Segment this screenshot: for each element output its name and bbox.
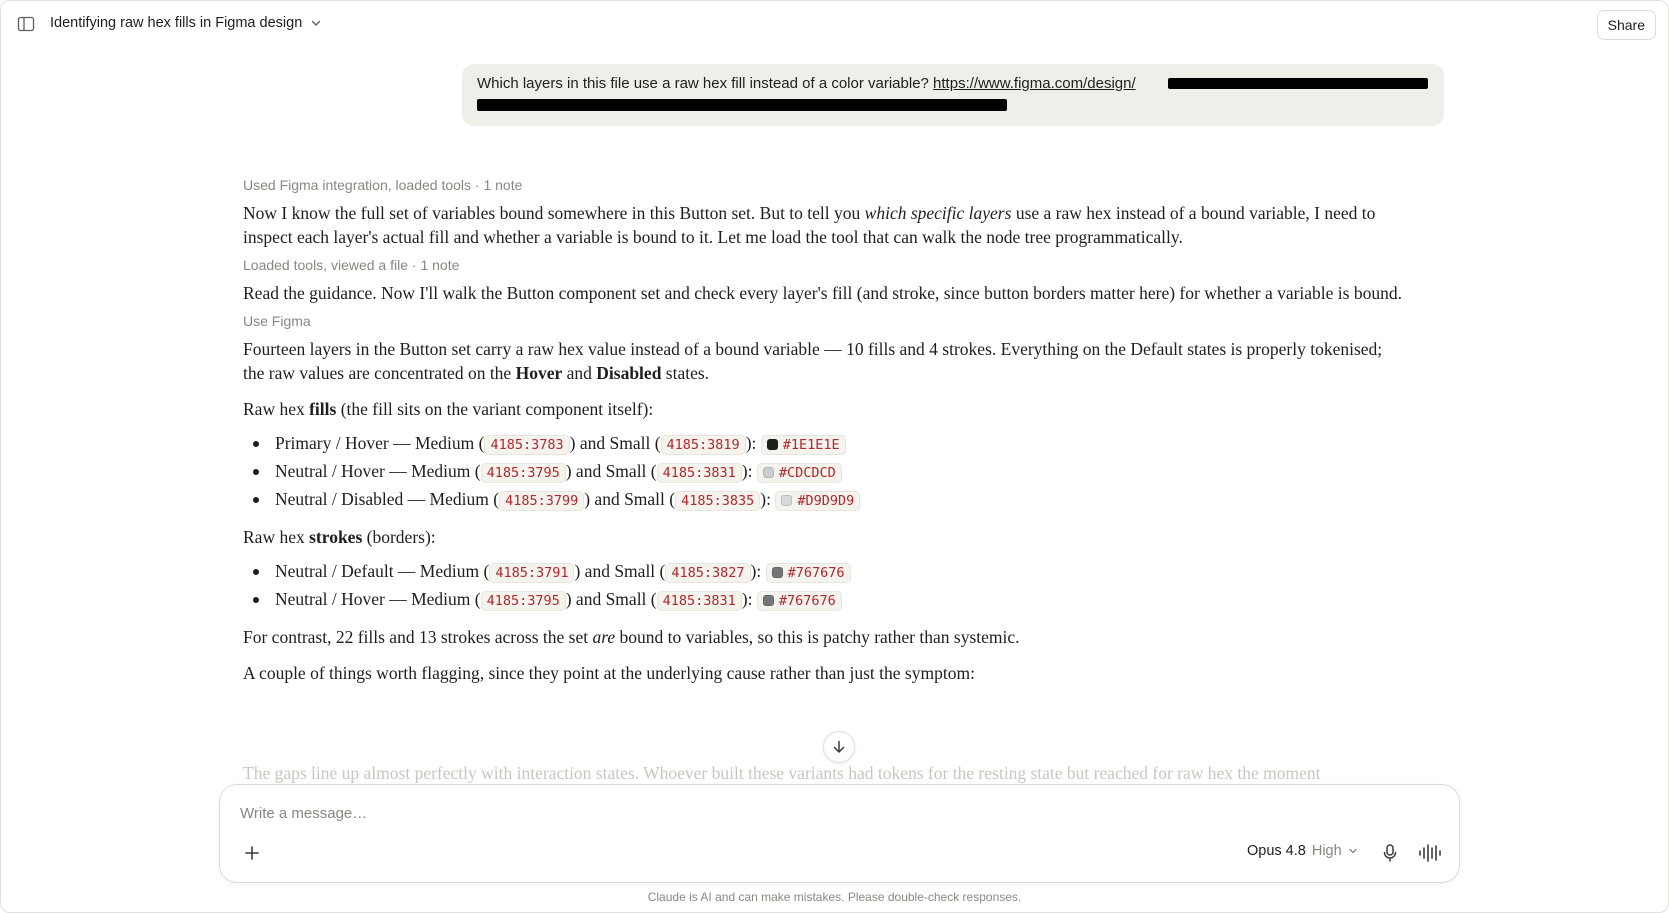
node-id: 4185:3799 [499, 491, 584, 511]
hex-value [757, 591, 842, 611]
tool-use-summary[interactable]: Used Figma integration, loaded tools · 1 note [243, 177, 523, 193]
top-bar [1, 1, 1668, 49]
redaction-bar [477, 99, 1007, 111]
item-text: ): [760, 489, 771, 509]
item-text: ): [745, 433, 757, 453]
hex-value [766, 563, 851, 583]
faded-paragraph: The gaps line up almost perfectly with interaction states. Whoever built these variants had tokens for the resting state but reached for raw hex the moment [243, 763, 1321, 783]
paragraph-text: For contrast, 22 fills and 13 strokes across the set [243, 627, 593, 647]
paragraph: Read the guidance. Now I'll walk the Button component set and check every layer's fill (and stroke, since button borders matter here) for whether a variable is bound. [243, 283, 1402, 303]
hex-text: #1E1E1E [782, 437, 840, 453]
node-id: 4185:3791 [489, 563, 574, 583]
paragraph-text: (borders): [362, 527, 436, 547]
color-swatch [781, 495, 792, 506]
tool-use-summary[interactable]: Loaded tools, viewed a file · 1 note [243, 257, 460, 273]
color-swatch [763, 595, 774, 606]
item-text: Neutral / Default — Medium ( [275, 561, 490, 581]
item-text: Primary / Hover — Medium ( [275, 433, 485, 453]
node-id: 4185:3783 [484, 435, 569, 455]
node-id: 4185:3795 [481, 463, 566, 483]
paragraph-text: (the fill sits on the variant component itself): [336, 399, 654, 419]
share-button[interactable]: Share [1597, 10, 1656, 40]
chat-title: Identifying raw hex fills in Figma design [50, 15, 303, 31]
paragraph-text: states. [661, 363, 710, 383]
bold-text: Disabled [596, 363, 662, 383]
node-id: 4185:3795 [481, 591, 566, 611]
item-text: ) and Small ( [569, 433, 661, 453]
item-text: Neutral / Disabled — Medium ( [275, 489, 500, 509]
model-selector[interactable] [1247, 843, 1358, 859]
fills-heading [243, 397, 1403, 421]
chevron-down-icon [310, 17, 322, 29]
hex-value [757, 463, 842, 483]
chevron-down-icon [1348, 846, 1358, 856]
chat-title-menu[interactable] [50, 15, 322, 31]
list-item [243, 485, 1403, 513]
paragraph-text: Now I know the full set of variables bound somewhere in this Button set. But to tell you [243, 203, 865, 223]
list-item [243, 429, 1403, 457]
item-text: Neutral / Hover — Medium ( [275, 589, 481, 609]
assistant-message [243, 175, 1403, 685]
message-input[interactable] [240, 801, 1420, 825]
microphone-icon[interactable] [1381, 843, 1399, 863]
bold-text: strokes [309, 527, 363, 547]
item-text: ) and Small ( [574, 561, 666, 581]
list-item [243, 557, 1403, 585]
node-id: 4185:3819 [661, 435, 746, 455]
color-swatch [772, 567, 783, 578]
node-id: 4185:3835 [675, 491, 760, 511]
paragraph-text: bound to variables, so this is patchy rather than systemic. [615, 627, 1020, 647]
user-message-text: Which layers in this file use a raw hex fill instead of a color variable? [477, 75, 929, 92]
fills-list [243, 429, 1403, 513]
hex-text: #767676 [787, 565, 845, 581]
effort-level: High [1311, 843, 1342, 859]
disclaimer: Claude is AI and can make mistakes. Please double-check responses. [647, 890, 1022, 904]
model-name: Opus 4.8 [1247, 843, 1306, 859]
item-text: ): [741, 589, 753, 609]
paragraph [243, 337, 1403, 385]
paragraph-text: and [562, 363, 597, 383]
node-id: 4185:3831 [657, 463, 742, 483]
redaction-bar [1168, 78, 1428, 89]
paragraph-text: Raw hex [243, 527, 310, 547]
list-item [243, 585, 1403, 613]
scroll-to-bottom-button[interactable] [823, 731, 855, 763]
paragraph-text: Raw hex [243, 399, 310, 419]
paragraph [243, 201, 1403, 249]
item-text: ) and Small ( [565, 461, 657, 481]
voice-mode-icon[interactable] [1418, 843, 1442, 863]
paragraph: A couple of things worth flagging, since they point at the underlying cause rather than just the symptom: [243, 663, 975, 683]
hex-value [775, 491, 860, 511]
item-text: ): [741, 461, 753, 481]
tool-use-summary[interactable]: Use Figma [243, 313, 311, 329]
node-id: 4185:3827 [665, 563, 750, 583]
color-swatch [763, 467, 774, 478]
hex-text: #767676 [778, 593, 836, 609]
figma-link[interactable]: https://www.figma.com/design/ [933, 75, 1136, 92]
hex-value [761, 435, 846, 455]
strokes-heading [243, 525, 1403, 549]
paragraph-text: Fourteen layers in the Button set carry a raw hex value instead of a bound variable — 10 fills and 4 strokes. Everything on the Default states is properly tokenised; the raw values are concentrated on the [243, 339, 1383, 383]
emphasis-text: are [592, 627, 616, 647]
item-text: ) and Small ( [565, 589, 657, 609]
hex-text: #CDCDCD [778, 465, 836, 481]
sidebar-toggle-icon[interactable] [17, 16, 35, 32]
item-text: ) and Small ( [584, 489, 676, 509]
item-text: Neutral / Hover — Medium ( [275, 461, 481, 481]
hex-text: #D9D9D9 [797, 493, 855, 509]
bold-text: Hover [515, 363, 563, 383]
paragraph [243, 625, 1403, 649]
strokes-list [243, 557, 1403, 613]
paragraph-text: use a raw hex instead of a bound variable, I need to inspect each layer's actual fill and whether a variable is bound to it. Let me load the tool that can walk the node tree programmatically. [243, 203, 1376, 247]
color-swatch [767, 439, 778, 450]
node-id: 4185:3831 [657, 591, 742, 611]
list-item [243, 457, 1403, 485]
plus-icon[interactable] [242, 843, 262, 863]
bold-text: fills [309, 399, 337, 419]
user-message-bubble [462, 64, 1444, 126]
item-text: ): [750, 561, 762, 581]
emphasis-text: which specific layers [864, 203, 1012, 223]
message-composer [219, 784, 1460, 883]
arrow-down-icon [831, 739, 847, 755]
